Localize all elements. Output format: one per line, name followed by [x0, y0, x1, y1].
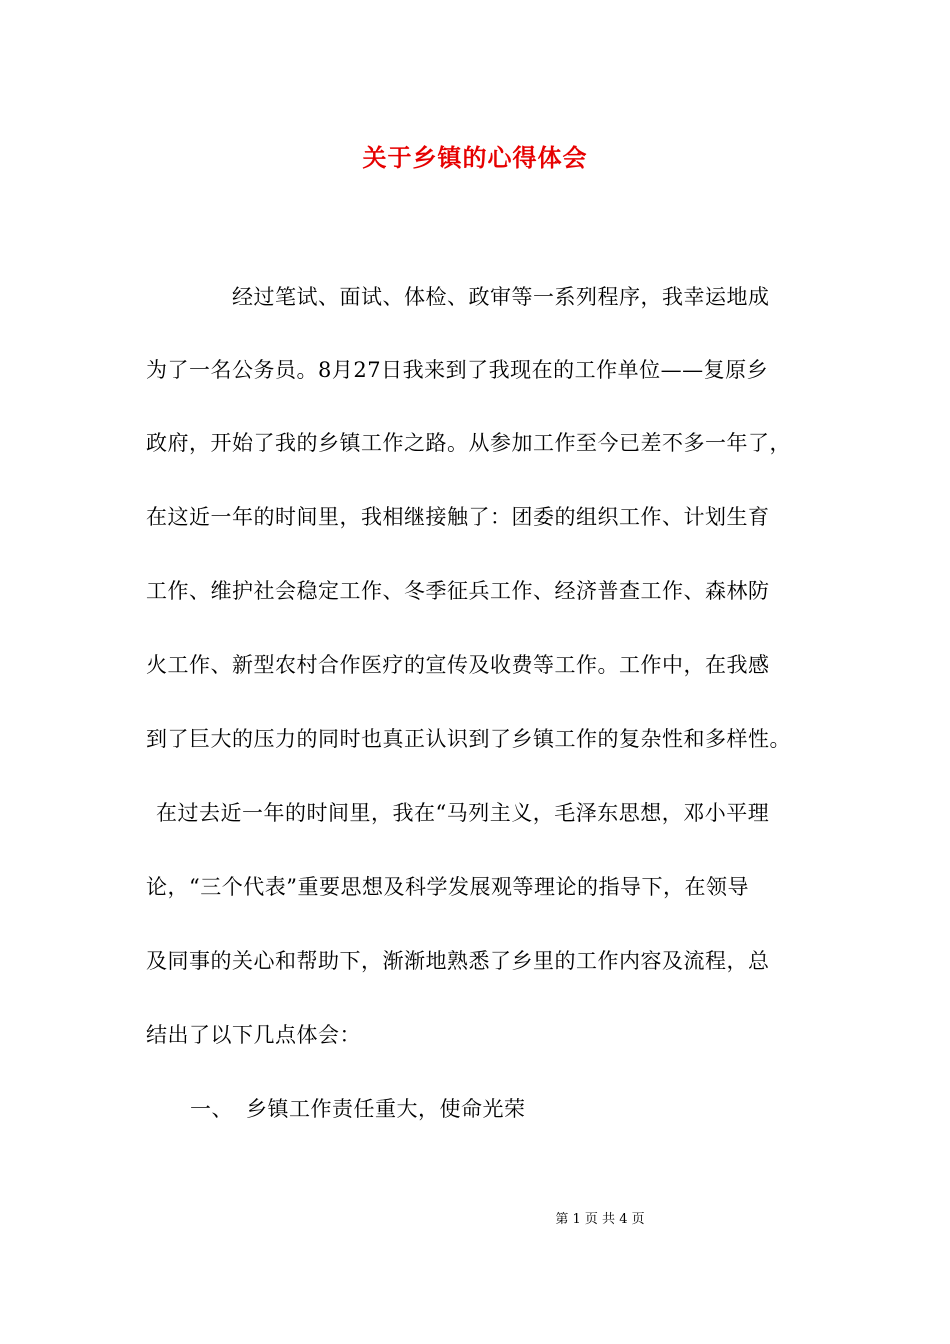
- section-heading-text: 乡镇工作责任重大，使命光荣: [246, 1097, 526, 1121]
- paragraph-line: 政府，开始了我的乡镇工作之路。从参加工作至今已差不多一年了，: [146, 431, 791, 455]
- page-footer: 第 1 页 共 4 页: [555, 1212, 645, 1227]
- paragraph-line: 在这近一年的时间里，我相继接触了：团委的组织工作、计划生育: [146, 505, 770, 529]
- paragraph-line: 结出了以下几点体会：: [146, 1023, 361, 1047]
- document-title: 关于乡镇的心得体会: [362, 143, 588, 172]
- paragraph-line: 论，“三个代表”重要思想及科学发展观等理论的指导下，在领导: [146, 875, 749, 899]
- paragraph-line: 为了一名公务员。8月27日我来到了我现在的工作单位——复原乡: [146, 358, 769, 382]
- section-heading-number: 一、: [190, 1097, 233, 1121]
- paragraph-line: 经过笔试、面试、体检、政审等一系列程序，我幸运地成: [232, 285, 770, 309]
- paragraph-line: 工作、维护社会稳定工作、冬季征兵工作、经济普查工作、森林防: [146, 579, 770, 603]
- paragraph-line: 到了巨大的压力的同时也真正认识到了乡镇工作的复杂性和多样性。: [146, 727, 791, 751]
- paragraph-line: 火工作、新型农村合作医疗的宣传及收费等工作。工作中，在我感: [146, 653, 770, 677]
- paragraph-line: 在过去近一年的时间里，我在“马列主义，毛泽东思想，邓小平理: [156, 801, 770, 825]
- paragraph-line: 及同事的关心和帮助下，渐渐地熟悉了乡里的工作内容及流程，总: [146, 949, 770, 973]
